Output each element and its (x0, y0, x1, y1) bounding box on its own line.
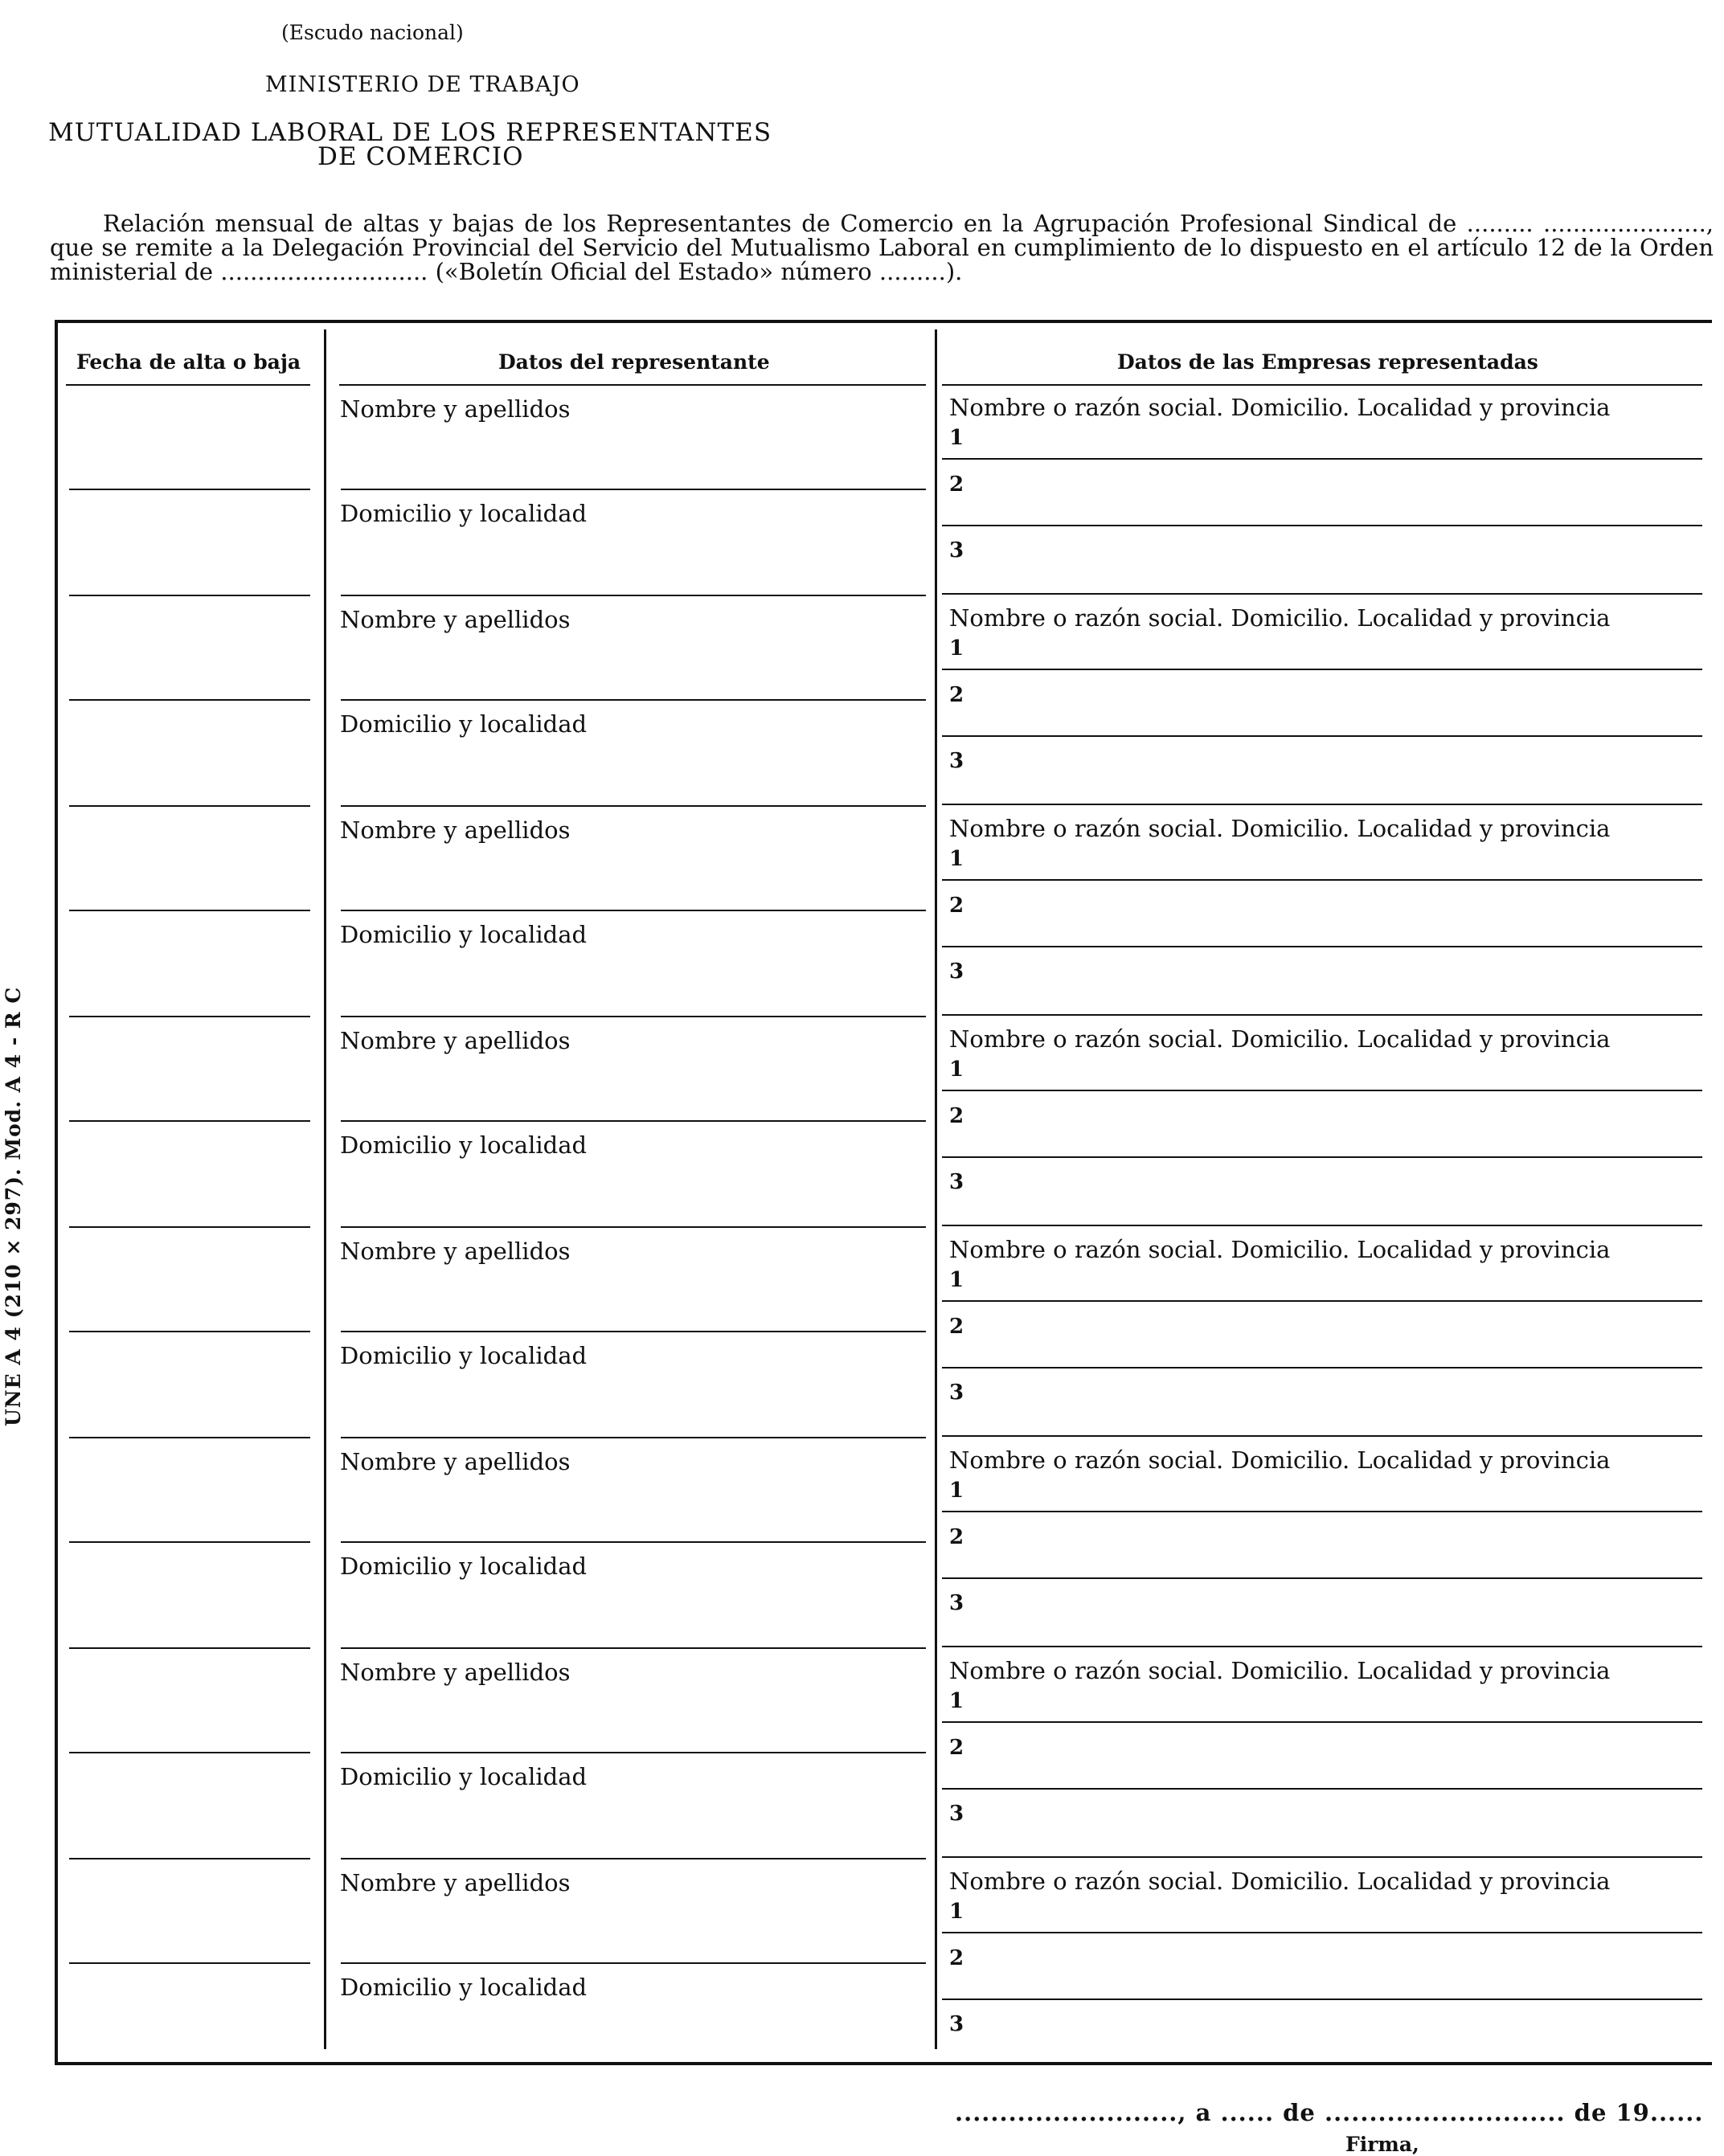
empresa-number: 3 (949, 749, 964, 773)
fecha-line (69, 1858, 310, 1859)
empresa-number: 2 (949, 473, 964, 497)
representante-row-separator (341, 595, 926, 596)
domicilio-label: Domicilio y localidad (340, 1342, 588, 1369)
empresa-row-separator (942, 1856, 1702, 1858)
empresa-number: 1 (949, 1268, 964, 1292)
empresa-row-separator (942, 593, 1702, 595)
nombre-line (341, 1331, 926, 1332)
empresa-line (942, 1721, 1702, 1723)
fecha-line (69, 910, 310, 911)
column-divider-2 (935, 329, 937, 2049)
header-underline-empresas (942, 384, 1702, 386)
fecha-line (69, 805, 310, 807)
empresa-line (942, 458, 1702, 460)
empresa-number: 2 (949, 1946, 964, 1970)
col-header-representante: Datos del representante (498, 350, 770, 374)
header-underline-representante (339, 384, 926, 386)
column-divider-1 (324, 329, 326, 2049)
empresa-number: 2 (949, 894, 964, 918)
nombre-label: Nombre y apellidos (340, 1869, 571, 1896)
nombre-label: Nombre y apellidos (340, 395, 571, 423)
empresa-number: 1 (949, 636, 964, 661)
fecha-line (69, 1226, 310, 1228)
fecha-line (69, 1752, 310, 1753)
form-title (48, 118, 772, 171)
nombre-label: Nombre y apellidos (340, 816, 571, 844)
empresa-row-separator (942, 1014, 1702, 1016)
empresa-line (942, 735, 1702, 737)
representante-row-separator (341, 1437, 926, 1438)
empresa-number: 1 (949, 847, 964, 871)
empresa-line (942, 1577, 1702, 1579)
col-header-fecha: Fecha de alta o baja (76, 350, 301, 374)
domicilio-label: Domicilio y localidad (340, 1131, 588, 1159)
representante-row-separator (341, 1016, 926, 1017)
empresa-number: 3 (949, 1381, 964, 1405)
form-title-line2: DE COMERCIO (317, 142, 524, 171)
empresa-number: 1 (949, 1479, 964, 1503)
representante-row-separator (341, 1858, 926, 1859)
empresa-label: Nombre o razón social. Domicilio. Localidad y provincia (949, 815, 1611, 842)
domicilio-label: Domicilio y localidad (340, 1553, 588, 1580)
empresa-line (942, 1788, 1702, 1790)
empresa-line (942, 1932, 1702, 1933)
fecha-line (69, 1437, 310, 1438)
empresa-line (942, 879, 1702, 881)
empresa-number: 2 (949, 1736, 964, 1760)
representante-row-separator (341, 1647, 926, 1649)
nombre-label: Nombre y apellidos (340, 1659, 571, 1686)
empresa-row-separator (942, 804, 1702, 805)
nombre-line (341, 1120, 926, 1122)
form-title-line1: MUTUALIDAD LABORAL DE LOS REPRESENTANTES (48, 118, 772, 147)
fecha-line (69, 1541, 310, 1543)
empresa-line (942, 525, 1702, 526)
empresa-number: 3 (949, 1170, 964, 1194)
footer-signature-label: Firma, (1345, 2133, 1419, 2156)
header-underline-fecha (66, 384, 310, 386)
empresa-line (942, 1090, 1702, 1091)
empresa-label: Nombre o razón social. Domicilio. Localidad y provincia (949, 394, 1611, 421)
nombre-label: Nombre y apellidos (340, 1027, 571, 1054)
fecha-line (69, 1647, 310, 1649)
nombre-label: Nombre y apellidos (340, 606, 571, 633)
table-border-bottom (55, 2062, 1712, 2065)
nombre-line (341, 910, 926, 911)
empresa-number: 1 (949, 1058, 964, 1082)
fecha-line (69, 1962, 310, 1964)
empresa-row-separator (942, 1225, 1702, 1226)
fecha-line (69, 489, 310, 490)
empresa-number: 3 (949, 1802, 964, 1826)
empresa-row-separator (942, 1646, 1702, 1647)
nombre-line (341, 1752, 926, 1753)
empresa-number: 2 (949, 1104, 964, 1128)
empresa-label: Nombre o razón social. Domicilio. Localidad y provincia (949, 1446, 1611, 1474)
table-border-top (55, 320, 1712, 323)
empresa-number: 1 (949, 1689, 964, 1713)
empresa-line (942, 669, 1702, 670)
empresa-number: 3 (949, 2012, 964, 2036)
empresa-number: 2 (949, 683, 964, 707)
side-form-code: UNE A 4 (210 × 297). Mod. A 4 - R C (2, 986, 25, 1426)
nombre-line (341, 699, 926, 701)
domicilio-label: Domicilio y localidad (340, 921, 588, 948)
empresa-label: Nombre o razón social. Domicilio. Localidad y provincia (949, 1236, 1611, 1263)
empresa-number: 1 (949, 1900, 964, 1924)
empresa-label: Nombre o razón social. Domicilio. Localidad y provincia (949, 1868, 1611, 1895)
domicilio-label: Domicilio y localidad (340, 500, 588, 527)
empresa-line (942, 1367, 1702, 1368)
fecha-line (69, 1331, 310, 1332)
domicilio-label: Domicilio y localidad (340, 710, 588, 738)
empresa-label: Nombre o razón social. Domicilio. Localidad y provincia (949, 1025, 1611, 1053)
nombre-line (341, 1541, 926, 1543)
escudo-caption: (Escudo nacional) (281, 21, 464, 44)
representante-row-separator (341, 1226, 926, 1228)
fecha-line (69, 1016, 310, 1017)
representante-row-separator (341, 805, 926, 807)
footer-date-line: ........................., a ...... de ........................... de 19...... (955, 2099, 1704, 2126)
domicilio-label: Domicilio y localidad (340, 1974, 588, 2001)
nombre-line (341, 1962, 926, 1964)
empresa-line (942, 946, 1702, 947)
empresa-number: 3 (949, 1591, 964, 1615)
nombre-label: Nombre y apellidos (340, 1448, 571, 1475)
empresa-label: Nombre o razón social. Domicilio. Localidad y provincia (949, 604, 1611, 632)
empresa-line (942, 1300, 1702, 1302)
empresa-number: 1 (949, 426, 964, 450)
empresa-label: Nombre o razón social. Domicilio. Localidad y provincia (949, 1657, 1611, 1684)
fecha-line (69, 699, 310, 701)
empresa-line (942, 1998, 1702, 2000)
domicilio-label: Domicilio y localidad (340, 1763, 588, 1790)
col-header-empresas: Datos de las Empresas representadas (1117, 350, 1538, 374)
nombre-label: Nombre y apellidos (340, 1238, 571, 1265)
fecha-line (69, 1120, 310, 1122)
empresa-number: 2 (949, 1525, 964, 1549)
nombre-line (341, 489, 926, 490)
ministry-name: MINISTERIO DE TRABAJO (265, 72, 580, 97)
empresa-line (942, 1156, 1702, 1158)
intro-paragraph: Relación mensual de altas y bajas de los Representantes de Comercio en la Agrupación Profesional Sindical de ......... ......................, que se remite a la Delegación Provincial del Servicio del Mutualismo Laboral en cumplimiento de lo dispuesto en el artículo 12 de la Orden ministerial de ............................ («Boletín Oficial del Estado» número .........). (50, 210, 1714, 285)
empresa-row-separator (942, 1435, 1702, 1437)
empresa-number: 2 (949, 1315, 964, 1339)
table-border-left (55, 320, 58, 2065)
fecha-line (69, 595, 310, 596)
empresa-line (942, 1511, 1702, 1512)
empresa-number: 3 (949, 959, 964, 984)
empresa-number: 3 (949, 538, 964, 563)
